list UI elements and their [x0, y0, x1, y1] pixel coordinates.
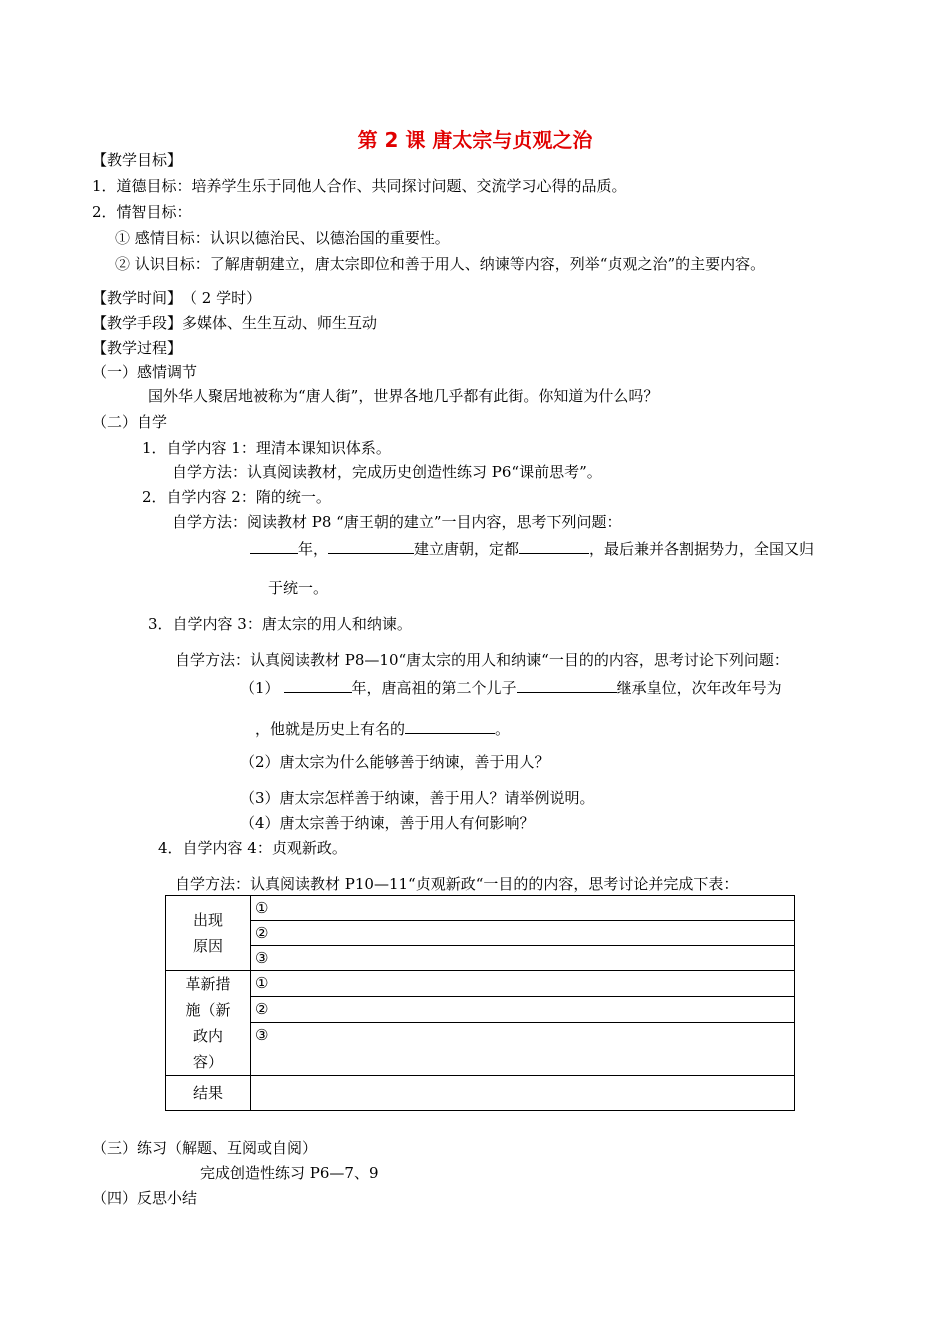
result-cell[interactable] — [251, 1076, 795, 1111]
selfstudy-content-1: 1．自学内容 1：理清本课知识体系。 — [142, 439, 391, 457]
measures-header-line: 容） — [192, 1053, 223, 1071]
objective-moral: 1．道德目标：培养学生乐于同他人合作、共同探讨问题、交流学习心得的品质。 — [92, 177, 627, 195]
question-3: （3）唐太宗怎样善于纳谏，善于用人？请举例说明。 — [240, 789, 595, 807]
fill-in-question-1 — [240, 676, 782, 698]
measures-header — [166, 971, 251, 1076]
question-text: 继承皇位，次年改年号为 — [616, 679, 782, 697]
selfstudy-content-4: 4．自学内容 4：贞观新政。 — [158, 839, 347, 857]
section-emotion-heading: （一）感情调节 — [92, 363, 198, 381]
fill-in-question-tang-founding — [250, 537, 814, 559]
question-2: （2）唐太宗为什么能够善于纳谏，善于用人？ — [240, 753, 550, 771]
page-title: 第 2 课 唐太宗与贞观之治 — [357, 128, 593, 152]
process-header: 【教学过程】 — [92, 339, 183, 357]
objective-emotional-intellectual: 2．情智目标： — [92, 203, 192, 221]
selfstudy-method-2: 自学方法：阅读教材 P8 “唐王朝的建立”一目内容，思考下列问题： — [172, 513, 622, 531]
question-text: ，最后兼并各割据势力，全国又归 — [589, 540, 815, 558]
measures-cell-3[interactable]: ③ — [251, 1023, 795, 1076]
selfstudy-method-4: 自学方法：认真阅读教材 P10—11“贞观新政“一目的的内容，思考讨论并完成下表： — [175, 875, 739, 893]
reason-cell-1[interactable]: ① — [251, 896, 795, 921]
zhenguan-reform-table — [165, 895, 795, 1111]
fill-in-question-1-continued — [255, 717, 510, 739]
objective-emotion: ① 感情目标：认识以德治民、以德治国的重要性。 — [115, 229, 450, 247]
reason-cell-2[interactable]: ② — [251, 921, 795, 946]
reason-header — [166, 896, 251, 971]
objective-cognition: ② 认识目标：了解唐朝建立，唐太宗即位和善于用人、纳谏等内容，列举“贞观之治”的主要内容。 — [115, 255, 766, 273]
section-emotion-text: 国外华人聚居地被称为“唐人街”，世界各地几乎都有此街。你知道为什么吗？ — [148, 387, 659, 405]
selfstudy-content-3: 3．自学内容 3：唐太宗的用人和纳谏。 — [148, 615, 412, 633]
section-practice-text: 完成创造性练习 P6—7、9 — [200, 1164, 379, 1182]
question-continuation: 于统一。 — [268, 579, 329, 597]
measures-header-line: 革新措 — [185, 975, 231, 993]
objectives-header: 【教学目标】 — [92, 151, 183, 169]
measures-header-line: 施（新 — [185, 1001, 231, 1019]
question-text: 年， — [298, 540, 329, 558]
reason-header-line: 出现 — [192, 911, 223, 929]
result-header: 结果 — [166, 1076, 251, 1111]
teaching-time: 【教学时间】 （ 2 学时） — [92, 289, 262, 307]
reason-cell-3[interactable]: ③ — [251, 946, 795, 971]
question-text: 年，唐高祖的第二个儿子 — [351, 679, 517, 697]
measures-cell-2[interactable]: ② — [251, 997, 795, 1023]
question-number: （1） — [240, 679, 280, 697]
question-4: （4）唐太宗善于纳谏，善于用人有何影响？ — [240, 814, 535, 832]
answer-blank[interactable] — [519, 537, 589, 554]
selfstudy-content-2: 2．自学内容 2：隋的统一。 — [142, 488, 331, 506]
measures-cell-1[interactable]: ① — [251, 971, 795, 997]
answer-blank[interactable] — [250, 537, 298, 554]
section-practice-heading: （三）练习（解题、互阅或自阅） — [92, 1139, 318, 1157]
section-reflection-heading: （四）反思小结 — [92, 1189, 198, 1207]
question-text: ，他就是历史上有名的 — [255, 720, 406, 738]
answer-blank[interactable] — [328, 537, 414, 554]
question-text: 。 — [495, 720, 511, 738]
answer-blank[interactable] — [405, 717, 495, 734]
teaching-means: 【教学手段】多媒体、生生互动、师生互动 — [92, 314, 378, 332]
selfstudy-method-1: 自学方法：认真阅读教材，完成历史创造性练习 P6“课前思考”。 — [172, 463, 602, 481]
measures-header-line: 政内 — [192, 1027, 223, 1045]
selfstudy-method-3: 自学方法：认真阅读教材 P8—10“唐太宗的用人和纳谏“一目的的内容，思考讨论下列问题： — [175, 651, 789, 669]
reason-header-line: 原因 — [192, 937, 223, 955]
section-selfstudy-heading: （二）自学 — [92, 413, 168, 431]
answer-blank[interactable] — [284, 676, 352, 693]
question-text: 建立唐朝，定都 — [414, 540, 520, 558]
answer-blank[interactable] — [517, 676, 617, 693]
